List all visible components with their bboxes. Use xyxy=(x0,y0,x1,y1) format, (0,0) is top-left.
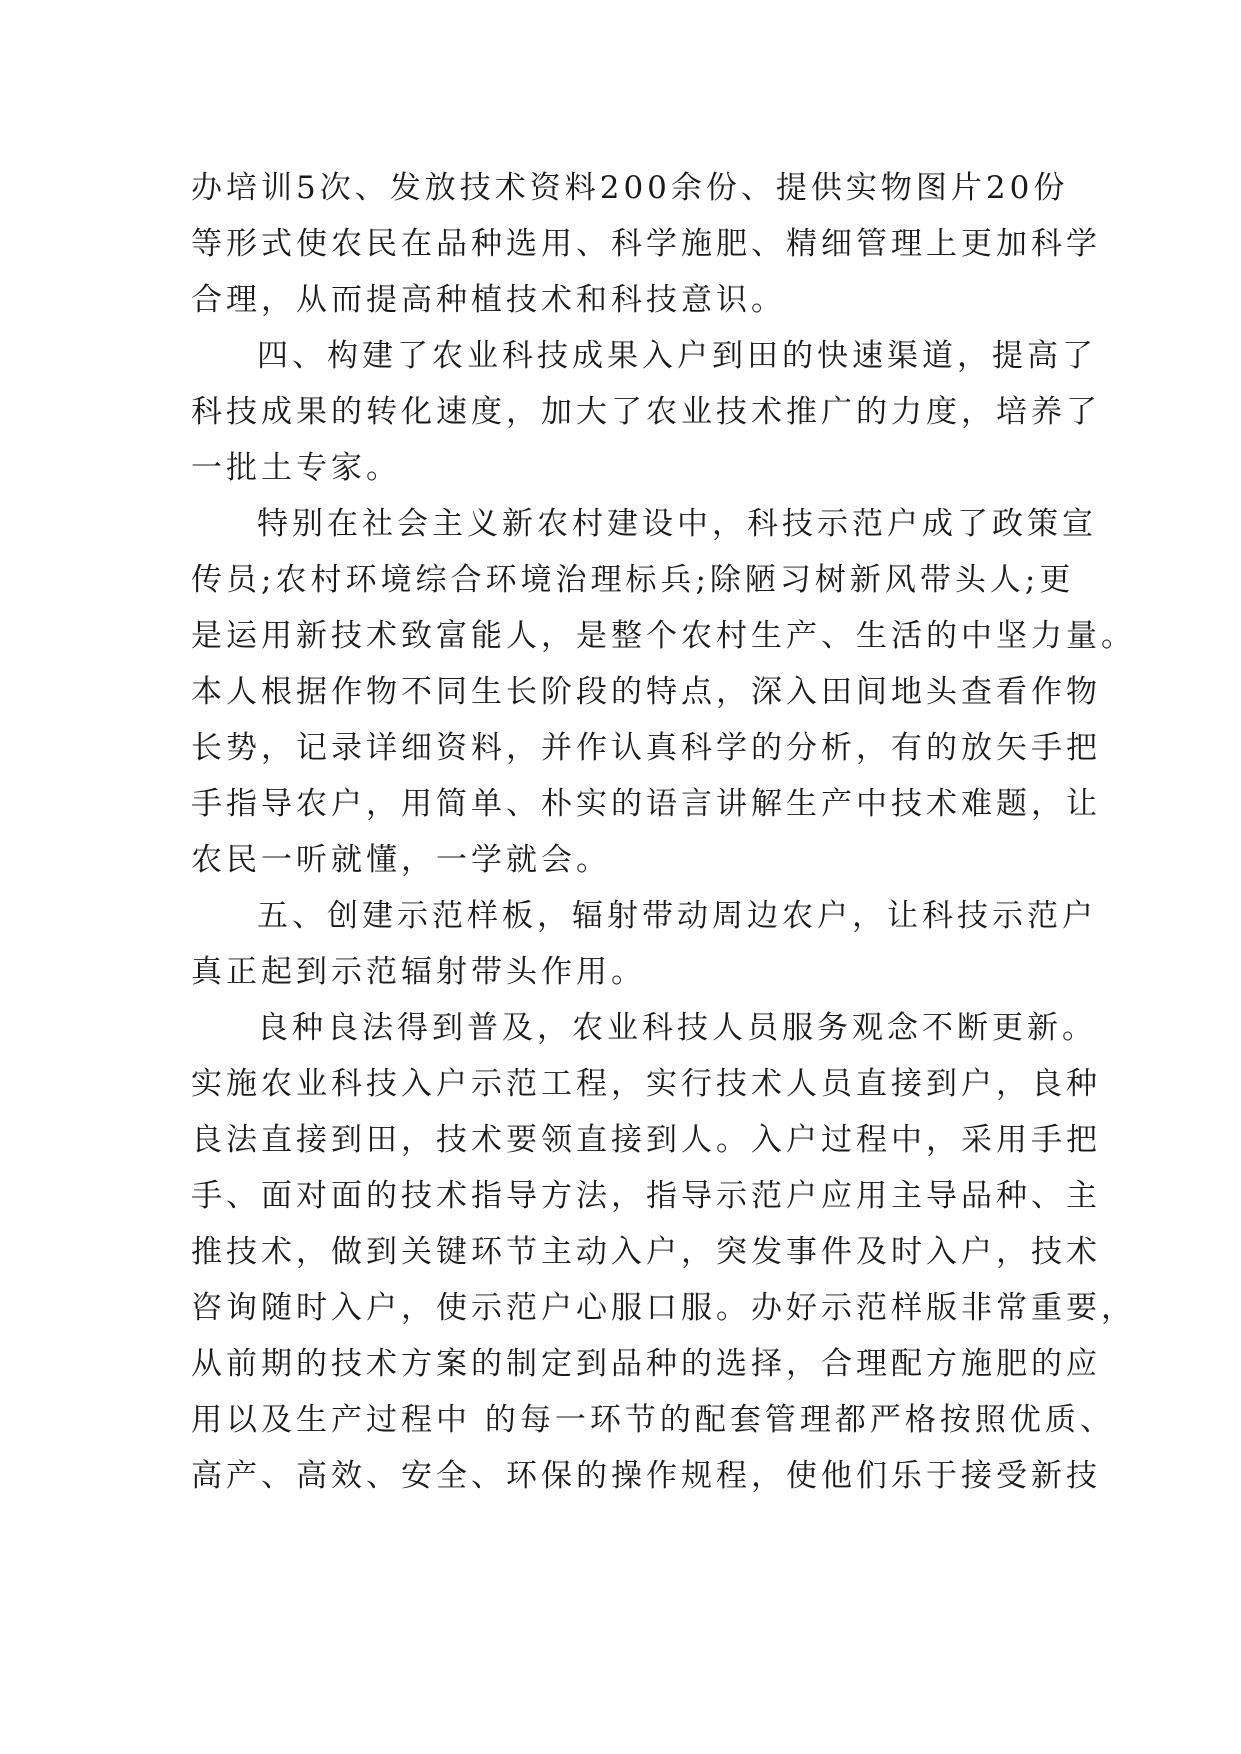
text-line: 等形式使农民在品种选用、科学施肥、精细管理上更加科学 xyxy=(191,226,1101,262)
text-line: 良法直接到田，技术要领直接到人。入户过程中，采用手把 xyxy=(191,1122,1101,1158)
document-body xyxy=(191,160,1136,1504)
text-line: 实施农业科技入户示范工程，实行技术人员直接到户，良种 xyxy=(191,1066,1101,1102)
text-line: 农民一听就懂，一学就会。 xyxy=(191,842,611,878)
text-line: 高产、高效、安全、环保的操作规程，使他们乐于接受新技 xyxy=(191,1458,1101,1494)
section-heading-4: 四、构建了农业科技成果入户到田的快速渠道，提高了 xyxy=(257,338,1097,374)
paragraph-start: 特别在社会主义新农村建设中，科技示范户成了政策宣 xyxy=(257,506,1097,542)
section-heading-5: 五、创建示范样板，辐射带动周边农户，让科技示范户 xyxy=(257,898,1097,934)
text-line: 一批土专家。 xyxy=(191,450,401,486)
text-line: 手、面对面的技术指导方法，指导示范户应用主导品种、主 xyxy=(191,1178,1101,1214)
text-line: 真正起到示范辐射带头作用。 xyxy=(191,954,646,990)
text-line: 本人根据作物不同生长阶段的特点，深入田间地头查看作物 xyxy=(191,674,1101,710)
paragraph-start: 良种良法得到普及，农业科技人员服务观念不断更新。 xyxy=(257,1010,1097,1046)
text-line: 科技成果的转化速度，加大了农业技术推广的力度，培养了 xyxy=(191,394,1101,430)
text-line: 手指导农户，用简单、朴实的语言讲解生产中技术难题，让 xyxy=(191,786,1101,822)
text-line: 合理，从而提高种植技术和科技意识。 xyxy=(191,282,786,318)
text-line: 推技术，做到关键环节主动入户，突发事件及时入户，技术 xyxy=(191,1234,1101,1270)
text-line: 用以及生产过程中 的每一环节的配套管理都严格按照优质、 xyxy=(191,1402,1115,1438)
text-line: 长势，记录详细资料，并作认真科学的分析，有的放矢手把 xyxy=(191,730,1101,766)
text-line: 是运用新技术致富能人，是整个农村生产、生活的中坚力量。 xyxy=(191,618,1136,654)
text-line: 咨询随时入户，使示范户心服口服。办好示范样版非常重要， xyxy=(191,1290,1136,1326)
text-line: 从前期的技术方案的制定到品种的选择，合理配方施肥的应 xyxy=(191,1346,1101,1382)
text-line: 传员;农村环境综合环境治理标兵;除陋习树新风带头人;更 xyxy=(191,562,1075,598)
text-line: 办培训5次、发放技术资料200余份、提供实物图片20份 xyxy=(191,170,1069,206)
